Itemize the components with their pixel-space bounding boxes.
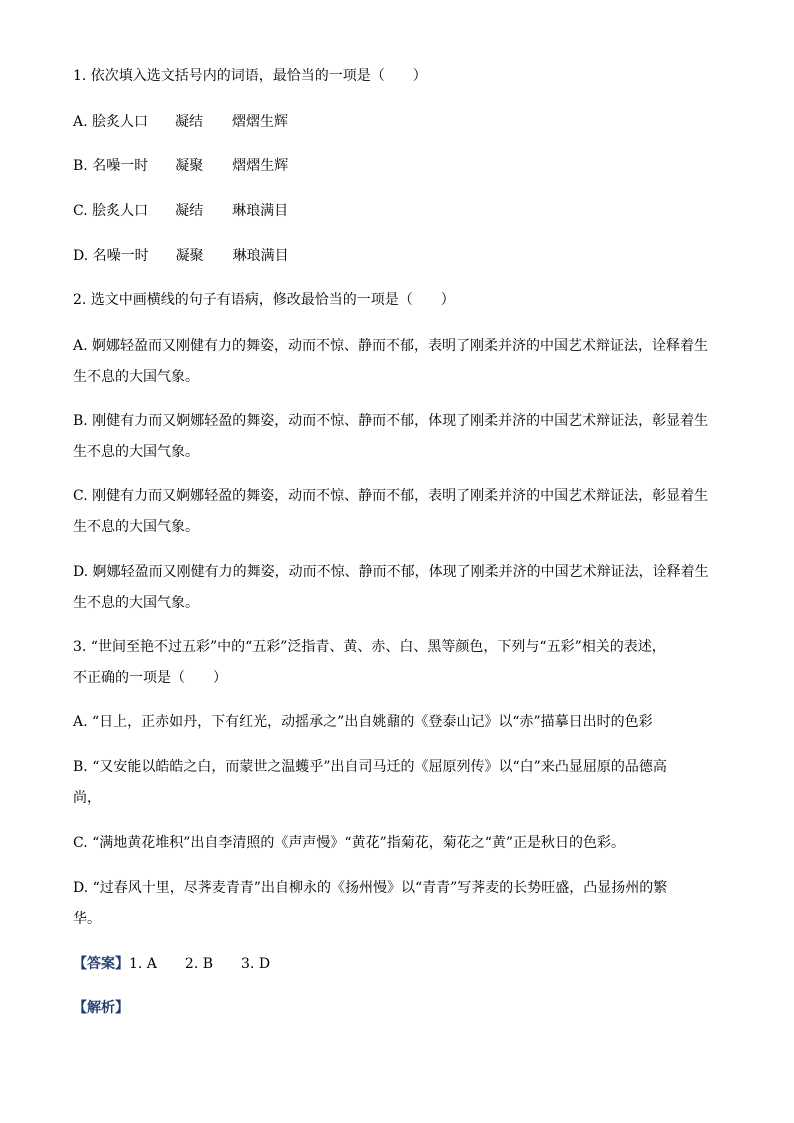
q3-stem-line-2: 不正确的一项是（ ） xyxy=(73,670,227,686)
q3-option-d-line-1: D. “过春风十里，尽荠麦青青”出自柳永的《扬州慢》以“青青”写荠麦的长势旺盛，凸显扬州的繁 xyxy=(73,880,668,896)
option-word-1: 脍炙人口 xyxy=(92,203,149,219)
answer-text: 1. A 2. B 3. D xyxy=(129,956,271,972)
option-word-1: 名噪一时 xyxy=(92,158,149,174)
option-word-3: 熠熠生辉 xyxy=(232,114,289,130)
q3-option-d-line-2: 华。 xyxy=(73,911,101,927)
q3-stem-line-1: 3. “世间至艳不过五彩”中的“五彩”泛指青、黄、赤、白、黑等颜色，下列与“五彩”相关的表述， xyxy=(73,639,666,655)
q2-stem: 2. 选文中画横线的句子有语病，修改最恰当的一项是（ ） xyxy=(73,292,455,308)
q3-option-b-line-1: B. “又安能以皓皓之白，而蒙世之温蠖乎”出自司马迁的《屈原列传》以“白”来凸显屈原的品德高 xyxy=(73,759,667,775)
analysis-tag: 【解析】 xyxy=(73,1000,129,1016)
option-label: B. xyxy=(73,158,88,174)
q2-option-a-line-2: 生不息的大国气象。 xyxy=(73,369,199,385)
q1-option-d xyxy=(73,246,289,266)
option-word-2: 凝聚 xyxy=(175,248,204,264)
answer-tag: 【答案】 xyxy=(73,956,129,972)
option-word-2: 凝结 xyxy=(175,203,204,219)
q2-option-d-line-1: D. 婀娜轻盈而又刚健有力的舞姿，动而不惊、静而不郁，体现了刚柔并济的中国艺术辩证法，诠释着生 xyxy=(73,564,709,580)
q2-option-c-line-1: C. 刚健有力而又婀娜轻盈的舞姿，动而不惊、静而不郁，表明了刚柔并济的中国艺术辩证法，彰显着生 xyxy=(73,488,709,504)
analysis-line xyxy=(73,998,129,1018)
q1-option-b xyxy=(73,156,288,176)
option-word-3: 琳琅满目 xyxy=(232,203,289,219)
option-label: D. xyxy=(73,248,89,264)
option-label: A. xyxy=(73,114,88,130)
q3-option-b-line-2: 尚， xyxy=(73,790,101,806)
option-word-3: 熠熠生辉 xyxy=(232,158,289,174)
option-label: C. xyxy=(73,203,88,219)
q1-option-c xyxy=(73,201,288,221)
q2-option-c-line-2: 生不息的大国气象。 xyxy=(73,519,199,535)
q2-option-b-line-1: B. 刚健有力而又婀娜轻盈的舞姿，动而不惊、静而不郁，体现了刚柔并济的中国艺术辩证法，彰显着生 xyxy=(73,413,709,429)
option-word-1: 脍炙人口 xyxy=(92,114,149,130)
q1-option-a xyxy=(73,112,288,132)
q3-option-a: A. “日上，正赤如丹，下有红光，动摇承之”出自姚鼐的《登泰山记》以“赤”描摹日出时的色彩 xyxy=(73,714,653,730)
q2-option-b-line-2: 生不息的大国气象。 xyxy=(73,444,199,460)
option-word-2: 凝结 xyxy=(175,114,204,130)
option-word-3: 琳琅满目 xyxy=(232,248,289,264)
option-word-1: 名噪一时 xyxy=(92,248,149,264)
q2-option-d-line-2: 生不息的大国气象。 xyxy=(73,595,199,611)
q2-option-a-line-1: A. 婀娜轻盈而又刚健有力的舞姿，动而不惊、静而不郁，表明了刚柔并济的中国艺术辩证法，诠释着生 xyxy=(73,338,709,354)
q3-option-c: C. “满地黄花堆积”出自李清照的《声声慢》“黄花”指菊花，菊花之“黄”正是秋日的色彩。 xyxy=(73,835,626,851)
answer-line xyxy=(73,954,270,974)
q1-stem: 1. 依次填入选文括号内的词语，最恰当的一项是（ ） xyxy=(73,68,427,84)
option-word-2: 凝聚 xyxy=(175,158,204,174)
